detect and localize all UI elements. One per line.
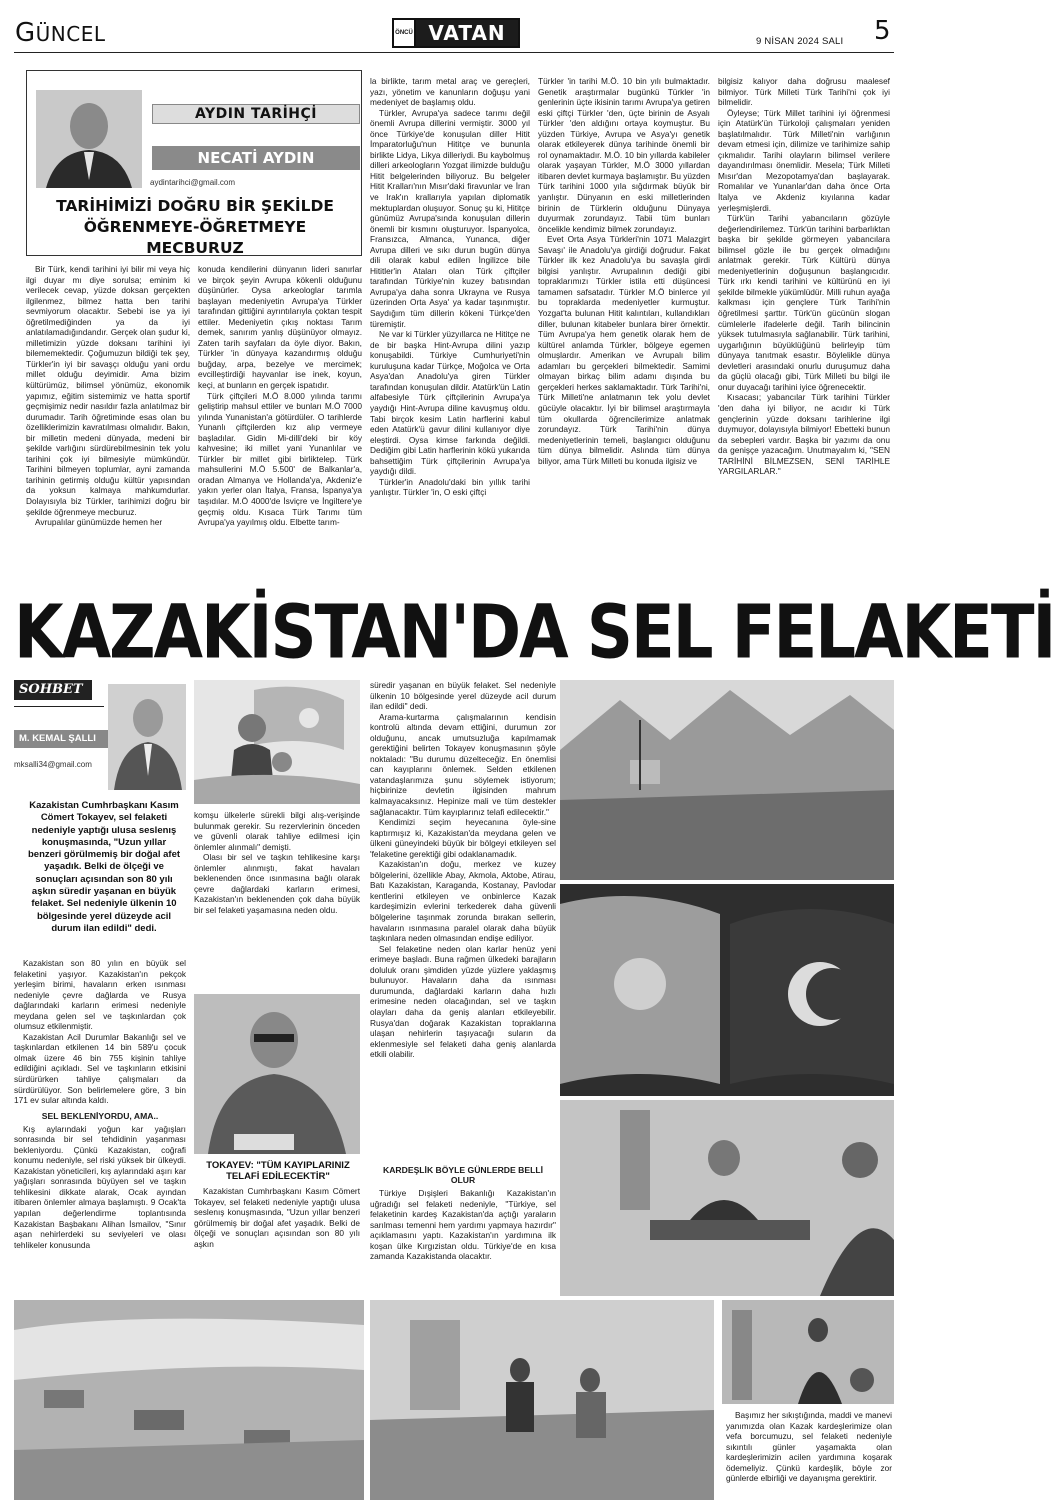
illustration-children-flag: [194, 680, 360, 804]
paragraph: Öyleyse; Türk Millet tarihini iyi öğrenmesi için Atatürk'ün Türkoloji çalışmaları yeniden başlatılmalıdır. Türk Milleti'nin varlığının devam etmesi için, dilimize ve tarihimize sahip çıkmalıdır. Tarihi olayların bilimsel verilere dayandırılması önemlidir. Mesela; Türk Milleti Mısır'dan Mezopotamya'dan başlayarak. Romalılar ve Yunanlar'dan daha önce Orta İtalya ve Akdeniz kıyılarına kadar yerleşmişlerdi.: [718, 107, 890, 213]
article-column-1: [26, 264, 190, 570]
photo-rescue: [370, 1300, 714, 1500]
paragraph: Kısacası; yabancılar Türk tarihini Türkler 'den daha iyi biliyor, ne acıdır ki Türk gençlerinin yüzde doksanı tarihlerine ilgi duymuyor, dolayısıyla bilmiyor! Ebetteki bunun da sebepleri vardır. Başka bir yazımı da onu da genişçe yazacağım. Unutmayalım ki, "SEN TARİHİNİ BİLMEZSEN, SENİ TARİHLE YARGILARLAR.": [718, 392, 890, 477]
paragraph: Kendimizi seçim heyecanına öyle-sine kaptırmışız ki, Kazakistan'da meydana gelen ve ülkeni güneyindeki büyük bir bölgeyi etkileyen sel 'felaketine gerektiği gibi odaklanamadık.: [370, 817, 556, 859]
paragraph: Bir Türk, kendi tarihini iyi bilir mi veya hiç ilgi duyar mı diye sorulsa; eminim ki verilecek cevap, yüzde doksan gerçekten ilgilenmez, bilmez hatta ben tarihi sevmiyorum olacaktır. Sebebi ise ya iyi öğretilmediğinden ya da iyi anlatılamadığındandır. Gerçek olan şudur ki, milletimizin yüzde doksanı tarihini iyi bilememektedir. Çoğumuzun bildiği tek şey, Türkler'in iyi bir savaşçı olduğu yani ordu millet olduğu deyimidir. Ama bizim kültürümüz, bilimsel yönümüz, ekonomik yapımız, eğitim sistemimiz ve hatta sportif geçmişimiz nedir nasıldır fazla anlatılmaz bir durumadır. Tarih öğretiminde esas olan bu özelliklerimizin kavratılması olmalıdır. Bakın, bir milletin medeni dünyada, medeni bir şekilde varlığını sürdürebilmesinin tek yolu tarihini çok iyi bilmesiyle mümkündür. Tarihini bilmeyen toplumlar, ayni zamanda tarihinin getirmiş olduğu kültür yapısından da yoksun kalmaya mahkumdurlar. Dolayısıyla biz Türkler, tarihimizi doğru bir şekilde öğrenmeye mecburuz.: [26, 264, 190, 517]
photo-carrying-child: [722, 1300, 894, 1404]
illustration-flags: [560, 884, 894, 1096]
photo-flooded-town: [14, 1300, 364, 1500]
article-column-3: [370, 76, 530, 570]
column-title: AYDIN TARİHÇİ: [152, 104, 360, 124]
logo-mark-icon: ÖNCÜ: [394, 20, 416, 46]
photo-tokayev: [194, 994, 360, 1154]
newspaper-logo: [392, 18, 520, 48]
paragraph: komşu ülkelerle sürekli bilgi alış-verişinde bulunmak gerekir. Su rezervlerinin önceden ve güvenli olarak tahliye edilmesi için önlemler alınmalı" demişti.: [194, 810, 360, 852]
column-headline: TARİHİMİZİ DOĞRU BİR ŞEKİLDE ÖĞRENMEYE-ÖĞRETMEYE MECBURUZ: [56, 197, 334, 257]
paragraph: Türkler, Avrupa'ya sadece tarımı değil önemli Avrupa dillerini vermiştir. 3000 yıl önce Türkiye'de konuşulan diller Hitit İmparatorluğu'nun Hititçe ve bununla birlikte Lidya, Likya dilleriydi. Bu kaybolmuş dilleri arkeologların Yozgat ilimizde bulduğu Hitit belgelerinden biliyoruz. Bu belgeler Hitit Kralları'nın Mısır'daki firavunlar ve İran ve Irak'ın krallarıyla yapılan diplomatik mektuplardan oluşuyor. Sonuç şu ki, Hititçe günümüz Avrupa'sında konuşulan dillerin önemli bir kısmını oluşturuyor. İspanyolca, Fransızca, Almanca, Yunanca, diğer Avrupa dilleri ve sıkı durun bugün dünya dili olarak kabul edilen İngilizce bile Hititler'in Ataları olan Türk çiftçiler tarafından Türkiye'nin kuzey batısından Avrupa'ya daha sonra Ukrayna ve Rusya üzerinden Orta Asya' ya kadar taşınmıştır. Saydığım tüm dillerin kökeni Türkçe'den türemiştir.: [370, 107, 530, 329]
sohbet-column-b2: [194, 1186, 360, 1290]
paragraph: Kazakistan Cumhrbaşkanı Kasım Cömert Tokayev, sel felaketi nedeniyle yaptığı ulusa seslenış konuşmasında, "Uzun yıllar benzeri görülmemiş bir doğal afet yaşadık. Belki de ölçeği ve sonuçları açısından son 80 yılı aşkın: [194, 1186, 360, 1249]
sohbet-author-photo: [108, 684, 186, 790]
paragraph: konuda kendilerini dünyanın lideri sanırlar ve birçok şeyin Avrupa kökenli olduğunu düşünürler. Oysa arkeologlar tarımla başlayan medeniyetin Avrupa'ya Türkler tarafından gittiğini ayrıntılarıyla çoktan tespit ettiler. Medeniyetin çıkış noktası Tarım demek, sanırım yanlış düşünüyor olmayız. Zaten tarih sayfaları da öyle diyor. Bakın, Türkler 'in dünyaya kazandırmış olduğu buğday, arpa, bezelye ve mercimek; evcilleştirdiği hayvanlar ise inek, koyun, keçi, at bunların en gerçek ispatıdır.: [198, 264, 362, 391]
main-headline: KAZAKİSTAN'DA SEL FELAKETİ: [14, 590, 1054, 676]
sohbet-rule: [14, 706, 104, 707]
paragraph: Sel felaketine neden olan karlar henüz yeni erimeye başladı. Buna rağmen ülkedeki barajların doluluk oranı şimdiden yüzde yüzlere yaklaşmış bulunuyor. Havaların daha da ısınması durumunda, dağlardaki karların daha hızlı erimesine neden olacağından, sel ve taşkın olayları daha da geniş alanları etkileyebilir. Rusya'dan doğarak Kazakistan topraklarına ulaşan nehirlerin taşıyacağı suların da eklenmesiyle sel felaketi daha geniş alanlarda etkili olabilir.: [370, 943, 556, 1060]
paragraph: Avrupalılar günümüzde hemen her: [35, 517, 163, 528]
subheading: SEL BEKLENİYORDU, AMA..: [41, 1110, 159, 1121]
illustration-flooded-city: [560, 680, 894, 880]
paragraph: Kazakistan Acil Durumlar Bakanlığı sel ve taşkınlardan etkilenen 14 bin 589'u çocuk olmak üzere 46 bin 755 kişinin tahliye edildiğini açıkladı. Sel ve taşkınların etkisini sürdürürken tahliye çalışmaları da sürdürülüyor. Son belirlemelere göre, 3 bin 171 ev sular altında kaldı.: [14, 1031, 186, 1106]
article-column-2: [198, 264, 362, 570]
sohbet-column-b: [194, 810, 360, 992]
paragraph: Kazakistan son 80 yılın en büyük sel felaketini yaşıyor. Kazakistan'ın pekçok yerleşim birimi, havaların erken ısınması nedeniyle çevre dağlarda ve Rusya dağlarındaki karların erimesi nedeniyle meydana gelen sel ve taşkınlardan çok olumsuz etkilenmiştir.: [14, 958, 186, 1032]
column-author: NECATİ AYDIN: [152, 146, 360, 170]
bottom-caption: [726, 1410, 892, 1502]
sohbet-label: SOHBET: [14, 680, 92, 700]
paragraph: Kış aylarındaki yoğun kar yağışları sonrasında bir sel tehdidinin yaşanması bekleniyordu. Çünkü Kazakistan, coğrafi konumu nedeniyle, sel riski yüksek bir ülkeydi. Kazakistan yöneticileri, kış aylarındaki aşırı kar yağışları sonrasında büyüyen sel ve taşkın tehlikesini dikkate alarak, Ocak ayından itibaren önlemler almaya başlamıştı. 9 Ocak'ta yapılan değerlendirme toplantısında Kazakistan Başbakanı Alihan İsmailov, "Sınır aşan nehirlerdeki su seviyeleri ve olası tehlikeler konusunda: [14, 1123, 186, 1250]
section-label: GÜNCEL: [15, 18, 106, 48]
paragraph: Başımız her sıkıştığında, maddi ve manevi yanımızda olan Kazak kardeşlerimize olan vefa borcumuzu, sel felaketi nedeniyle sıkıntılı günler yaşamakta olan kardeşlerimizin acilen yardımına koşarak ödemeliyiz. Çünkü kardeşlik, böyle zor günlerde elbirliği ve dayanışma gerektirir.: [726, 1410, 892, 1484]
sohbet-column-c2: [370, 1160, 556, 1290]
paragraph: bilgisiz kalıyor daha doğrusu maalesef bilmiyor. Türk Milleti Türk Tarihi'ni çok iyi bilmelidir.: [718, 76, 890, 108]
paragraph: Arama-kurtarma çalışmalarının kendisin kontrolü altında devam ettiğini, durumun zor olduğunu, ancak umutsuzluğa kapılmamak gerektiğini belirten Tokayev konuşmasının şöyle noktaladı: "Bu durumu düzelteceğiz. En önemlisi can kayıplarını önlemek. Selden etkilenen vatandaşlarımıza şunu söylemek istiyorum; hiçbirinize devletin ilgisinden mahrum kalmayacaksınız. Hepinize mali ve tüm destekler sağlanacaktır. Tüm kayıplarınız telafi edilecektir.": [370, 711, 556, 817]
author-email[interactable]: aydintarihci@gmail.com: [150, 178, 236, 187]
photo-meeting: [560, 1100, 894, 1296]
paragraph: Türkler 'in tarihi M.Ö. 10 bin yılı bulmaktadır. Genetik araştırmalar bugünkü Türkler 'in genlerinin üçte ikisinin tarımı Avrupa'ya getiren eski çiftçi Türkler 'den, üçte birinin de Asyalı Türkler 'den aldığını ortaya koymuştur. Bu yüzden Türkiye, Avrupa ve Asya'yı genetik olarak etkileyerek dünya tarihinde önemli bir rol oynamaktadır. M.Ö. 10 bin yıllarda kabileler olarak yaşayan Türkler, M.Ö 3000 yıllardan itibaren devlet kurmaya başlamıştır. Bu yüzden Türk tarihini 1000 yıla sığdırmak büyük bir yanlıştır. Dünyanın en eski milletlerinden birinin de Türklerin olduğunu Dünyaya duyurmak zorundayız. Tabii tüm bunları öncelikle kendimiz bilmek zorundayız.: [538, 76, 711, 234]
sohbet-author: M. KEMAL ŞALLI: [14, 730, 108, 748]
lead-paragraph: Kazakistan Cumhrbaşkanı Kasım Cömert Tokayev, sel felaketi nedeniyle yaptığı ulusa seslenış konuşmasında, "Uzun yıllar benzeri görülmemiş bir doğal afet yaşadık. Belki de ölçeği ve sonuçları açısından son 80 yılı aşkın süredir yaşanan en büyük felaket. Sel nedeniyle ülkenin 10 bölgesinde yerel düzeyde acil durum ilan edildi" dedi.: [27, 800, 181, 934]
author-photo: [36, 90, 142, 188]
article-column-4: [538, 76, 710, 570]
caption-tokayev: TOKAYEV: "TÜM KAYIPLARINIZ TELAFİ EDİLECEKTİR": [206, 1160, 350, 1182]
page-number: 5: [874, 16, 891, 46]
logo-word: VATAN: [416, 20, 518, 46]
paragraph: Türkler'in Anadolu'daki bin yıllık tarihi yanlıştır. Türkler 'in, O eski çiftçi: [370, 476, 530, 498]
issue-date: 9 NİSAN 2024 SALI: [756, 36, 844, 47]
paragraph: süredir yaşanan en büyük felaket. Sel nedeniyle ülkenin 10 bölgesinde yerel düzeyde acil durum ilan edildi" dedi.: [370, 680, 556, 712]
paragraph: Evet Orta Asya Türkleri'nin 1071 Malazgirt Savaşı' ile Anadolu'ya girdiği doğrudur. Fakat Türkler ilk kez Anadolu'ya bu savaşla girdi bilgisi yanlıştır. Avrupalının dediği gibi topraklarımızı Türkler istila etti düşüncesi tamamen safsatadır. Türkler M.Ö binlerce yıl bu topraklarda medeniyetler kurmuştur. Yozgat'ta bulunan Hitit kalıntıları, kullandıkları diller, bulunan kitabeler bunlara birer örnektir. Tüm Avrupa'ya hem genetik olarak hem de kültürel anlamda Türkler, bölgeye egemen olmuşlardır. Amerikan ve Avrupalı bilim adamları bu gerçekleri bilmektedir. Samimi olmayan birkaç bilim adamı dışında bu gerçekleri herkes saklamaktadır. Türk Tarihi'ni, Türk Milleti'ne anlatmanın tek yolu devlet gücüyle olacaktır. İyi bir bilimsel araştırmayla tüm okullarda öğrencilerimize anlatmak zorundayız. Türk Tarihi'nin dünya medeniyetlerinin temeli, başlangıcı olduğunu tüm dünya bilmelidir. Aslında tüm dünya biliyor, ama Türk Milleti bu konuda ilgisiz ve: [538, 234, 710, 466]
paragraph: Kazakistan'ın doğu, merkez ve kuzey bölgelerini, özellikle Abay, Akmola, Aktobe, Atirau, Batı Kazakistan, Karaganda, Kostanay, Pavlodar kentlerini etkileyen ve onbinlerce Kazak kardeşimizin evlerini terkederek daha güvenli bölgelerine taşınmak zorunda bırakan sellerin, havaların ısınmasına paralel olarak daha büyük taşkınlara neden olmasından endişe ediliyor.: [370, 859, 556, 944]
paragraph: Olası bir sel ve taşkın tehlikesine karşı önlemler alınmıştı, fakat havaları beklenenden önce ısınmasına bağlı olarak çevre dağlardaki karların erimesi, Kazakistan'ın beklenenden çok daha büyük bir sel felaketi yaşamasına neden oldu.: [194, 852, 360, 915]
paragraph: Ne var ki Türkler yüzyıllarca ne Hititçe ne de bir başka Hint-Avrupa dilini yazıp konuşabildi. Türkiye Cumhuriyeti'nin kuruluşuna kadar Türkçe, Moğolca ve Orta Asya'dan Anadolu'ya giren Türkler tarafından konuşulan dildir. Atatürk'ün Latin alfabesiyle Türk çiftçilerinin Avrupa'ya yaydığı Hint-Avrupa diline kavuşmuş oldu. Tabi birçok kesim Latin harflerini kabul eden Atatürk'ü gavur dilini kullanıyor diye eleştirdi. Oysa kimse farkında değildi. Dediğim gibi Latin harflerinin kökü yukarıda bahsettiğim Türk çiftçilerinin Avrupa'ya yaydığı dildi.: [370, 329, 530, 477]
paragraph: Türkiye Dışişleri Bakanlığı Kazakistan'ın uğradığı sel felaketi nedeniyle, "Türkiye, sel felaketinin kardeş Kazakistan'da açtığı yaraların sarılması temenni hem yardımı yapmaya hazırdır" açıklamasını yaptı. Kazakistan'ın yardımına ilk koşan ülke Kırgızistan oldu. Türkiye'de en kısa zamanda Kazakistanda olacaktır.: [370, 1188, 556, 1262]
sohbet-column-a: [14, 958, 186, 1288]
paragraph: la birlikte, tarım metal araç ve gereçleri, yazı, yönetim ve kanunların doğuşu yani medeniyet de başlamış oldu.: [370, 76, 530, 108]
sohbet-email[interactable]: mksalli34@gmail.com: [14, 760, 92, 769]
subheading: KARDEŞLİK BÖYLE GÜNLERDE BELLİ OLUR: [383, 1165, 543, 1185]
paragraph: Türk'ün Tarihi yabancıların gözüyle değerlendirilemez. Türk'ün tarihini barbarlıktan başka bir şekilde görmeyen yabancılara bilimsel gözle ile bu gerçek olmadığını anlatmak gerekir. Türk Kültürü dünya medeniyetlerinin doğuşunun başlangıcıdır. Türk ırkı kendi tarihini ve kültürünü en iyi şekilde bilmekle yükümlüdür. Milli ruhun ayağa kalkması için gençlere Türk Tarihi'nin öğretilmesi şarttır. Türk'ün gücünün slogan cümlelerle ifadelerle değil. Tarih bilincinin yüksek tutulmasıyla sağlanabilir. Türk tarihini, uygarlığının büyüklüğünü belirleyip tüm dünyaya tanıtmak esastır. Böylelikle dünya devletleri arasındaki onurlu duruşumuz daha da güçlü olacağı gibi, Türk Milleti bu bilgi ile onur duyacağı tarihini iyice öğrenecektir.: [718, 213, 890, 392]
header-rule: [14, 52, 894, 53]
paragraph: Türk çiftçileri M.Ö 8.000 yılında tarımı geliştirip mahsul ettiler ve bunları M.Ö 7000 yılında Yunanistan'a götürdüler. O tarihlerde Yunanlı çiftçilerden kız alıp vermeye başladılar. Gidin Mi-dilli'deki bir köy kahvesine; iki millet yani Yunanlılar ve Türkler bir millet gibi birliktelер. Türk mahsullerini M.Ö 5.500' de Balkanlar'a, oradan Almanya ve Hollanda'ya, Akdeniz'e yakın yerler olan İtalya, Fransa, İspanya'ya taşıdılar. M.Ö 4000'de İsviçre ve İngiltere'ye geçmiş oldu. Kısaca Türk Tarımı tüm Avrupa'ya yayılmış oldu. Elbette tarım-: [198, 390, 362, 528]
article-column-5: [718, 76, 890, 570]
